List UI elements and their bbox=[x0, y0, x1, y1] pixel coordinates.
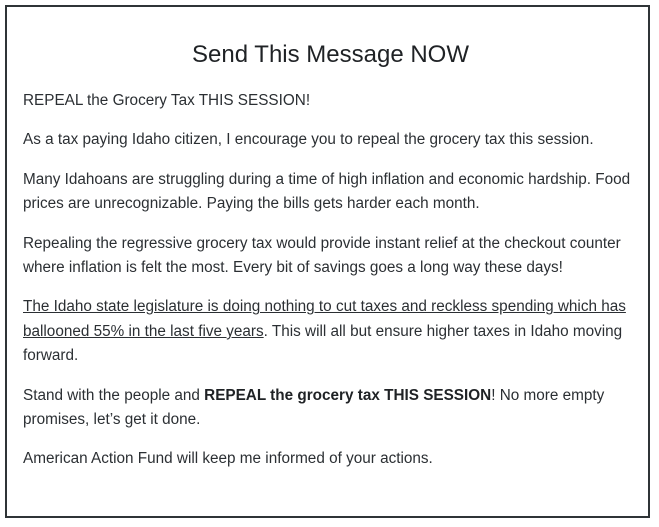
message-card bbox=[5, 5, 650, 518]
underlined-statement: The Idaho state legislature is doing nothing to cut taxes and reckless spending which has ballooned 55% in the last five years bbox=[23, 298, 626, 340]
paragraph-5-start: Stand with the people and bbox=[23, 386, 205, 404]
message-paragraph-4 bbox=[23, 295, 638, 368]
message-paragraph-2: Many Idahoans are struggling during a time of high inflation and economic hardship. Food prices are unrecognizable. Paying the bills gets harder each month. bbox=[23, 170, 631, 213]
message-subject: REPEAL the Grocery Tax THIS SESSION! bbox=[23, 92, 311, 109]
message-content bbox=[23, 13, 638, 472]
paragraph-5-bold: REPEAL the grocery tax THIS SESSION bbox=[204, 386, 492, 404]
message-paragraph-5 bbox=[23, 384, 638, 433]
message-paragraph-1: As a tax paying Idaho citizen, I encourage you to repeal the grocery tax this session. bbox=[23, 131, 594, 149]
message-paragraph-6: American Action Fund will keep me informed of your actions. bbox=[23, 450, 433, 468]
paragraph-5-end: ! No more empty promises, let’s get it done. bbox=[23, 386, 605, 429]
message-paragraph-3: Repealing the regressive grocery tax would provide instant relief at the checkout counter where inflation is felt the most. Every bit of savings goes a long way these days! bbox=[23, 234, 621, 277]
message-title: Send This Message NOW bbox=[192, 41, 469, 68]
paragraph-4-rest: . This will all but ensure higher taxes in Idaho moving forward. bbox=[23, 322, 623, 365]
